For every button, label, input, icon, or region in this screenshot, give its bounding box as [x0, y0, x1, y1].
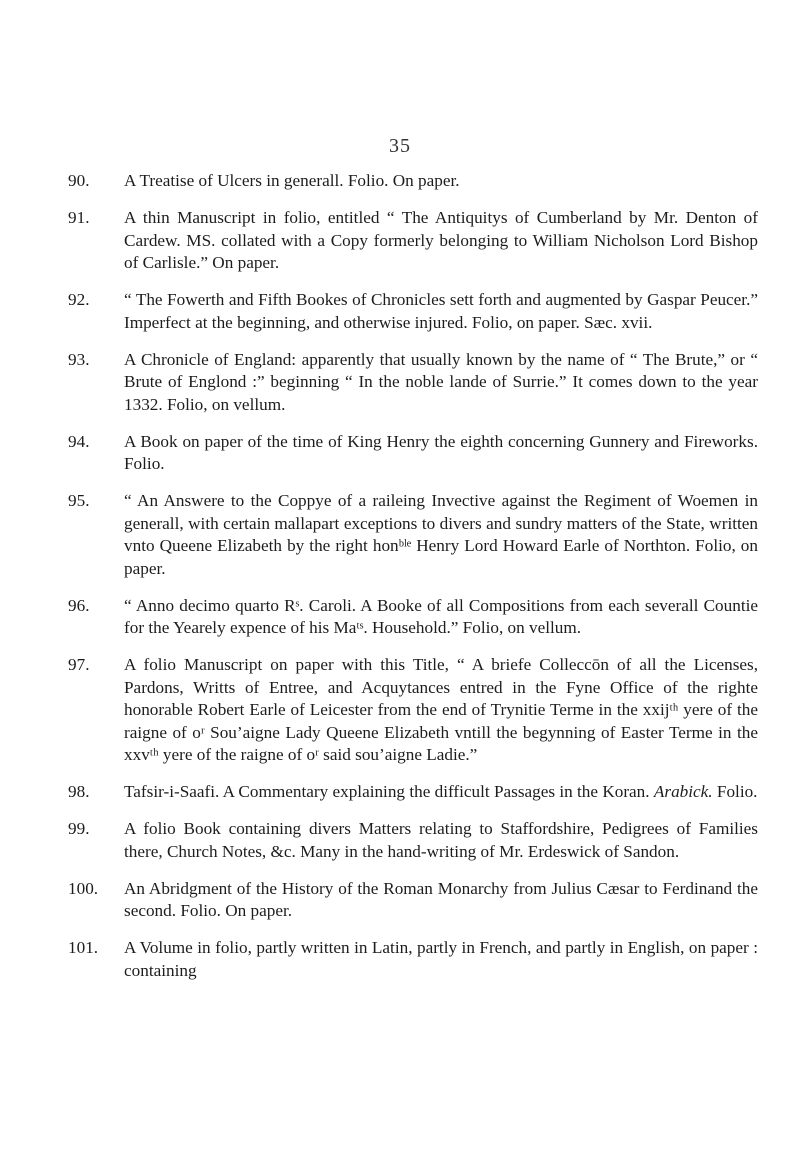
entry-number: 98. [68, 782, 90, 801]
entry-number: 93. [68, 349, 90, 369]
catalogue-entries [68, 170, 758, 997]
entry-text: A thin Manuscript in folio, entitled “ The Antiquitys of Cumberland by Mr. Denton of Cardew. MS. collated with a Copy formerly belonging to William Nicholson Lord Bishop of Carlisle.” On paper. [124, 208, 758, 272]
entry-text: “ Anno decimo quarto Rˢ. Caroli. A Booke of all Compositions from each severall Countie for the Yearely expence of his Maᵗˢ. Household.” Folio, on vellum. [124, 595, 758, 637]
entry-text: A Chronicle of England: apparently that usually known by the name of “ The Brute,” or “ Brute of Englond :” beginning “ In the noble lande of Surrie.” It comes down to the year 1332. Folio, on vellum. [124, 349, 758, 414]
entry-text: A Book on paper of the time of King Henry the eighth concerning Gunnery and Fireworks. Folio. [124, 431, 758, 473]
entry-number: 95. [68, 491, 90, 510]
catalogue-entry [68, 781, 758, 804]
entry-number: 97. [68, 655, 90, 674]
catalogue-entry [68, 349, 758, 417]
entry-number: 101. [68, 938, 99, 957]
catalogue-entry [68, 289, 758, 334]
entry-language: Arabick. [653, 782, 713, 801]
entry-text: A Treatise of Ulcers in generall. Folio. On paper. [124, 171, 460, 190]
entry-number: 90. [68, 171, 90, 190]
entry-text-main: Tafsir-i-Saafi. A Commentary explaining the difficult Passages in the Koran. [124, 782, 650, 801]
entry-number: 99. [68, 819, 90, 838]
catalogue-entry [68, 595, 758, 640]
entry-text: “ The Fowerth and Fifth Bookes of Chronicles sett forth and augmented by Gaspar Peucer.” Imperfect at the beginning, and otherwise injured. Folio, on paper. Sæc. xvii. [124, 290, 758, 332]
entry-text: A folio Book containing divers Matters relating to Staffordshire, Pedigrees of Families there, Church Notes, &c. Many in the hand-writing of Mr. Erdeswick of Sandon. [124, 819, 758, 861]
catalogue-entry [68, 490, 758, 580]
page-number: 35 [389, 135, 411, 157]
catalogue-entry [68, 818, 758, 863]
entry-number: 96. [68, 595, 90, 615]
catalogue-entry [68, 207, 758, 275]
entry-number: 94. [68, 431, 90, 451]
entry-number: 91. [68, 208, 90, 227]
catalogue-entry [68, 170, 758, 193]
entry-number: 92. [68, 290, 90, 309]
entry-text [124, 781, 758, 804]
entry-text: “ An Answere to the Coppye of a raileing Invective against the Regiment of Woemen in generall, with certain mallapart exceptions to divers and sundry matters of the State, written vnto Queene Elizabeth by the right honᵇˡᵉ Henry Lord Howard Earle of Northton. Folio, on paper. [124, 491, 758, 578]
catalogue-entry [68, 937, 758, 982]
entry-text: A folio Manuscript on paper with this Title, “ A briefe Colleccōn of all the Licenses, Pardons, Writts of Entree, and Acquytances entred in the Fyne Office of the righte honorable Robert Earle of Leicester from the end of Trynitie Terme in the xxijᵗʰ yere of the raigne of oʳ Sou’aigne Lady Queene Elizabeth vntill the begynning of Easter Terme in the xxvᵗʰ yere of the raigne of oʳ said sou’aigne Ladie.” [124, 655, 758, 764]
entry-format: Folio. [712, 782, 758, 801]
entry-number: 100. [68, 878, 99, 898]
entry-text: An Abridgment of the History of the Roman Monarchy from Julius Cæsar to Ferdinand the second. Folio. On paper. [124, 878, 758, 920]
entry-text: A Volume in folio, partly written in Latin, partly in French, and partly in English, on paper : containing [124, 938, 758, 980]
catalogue-entry [68, 431, 758, 476]
catalogue-entry [68, 654, 758, 767]
catalogue-entry [68, 878, 758, 923]
